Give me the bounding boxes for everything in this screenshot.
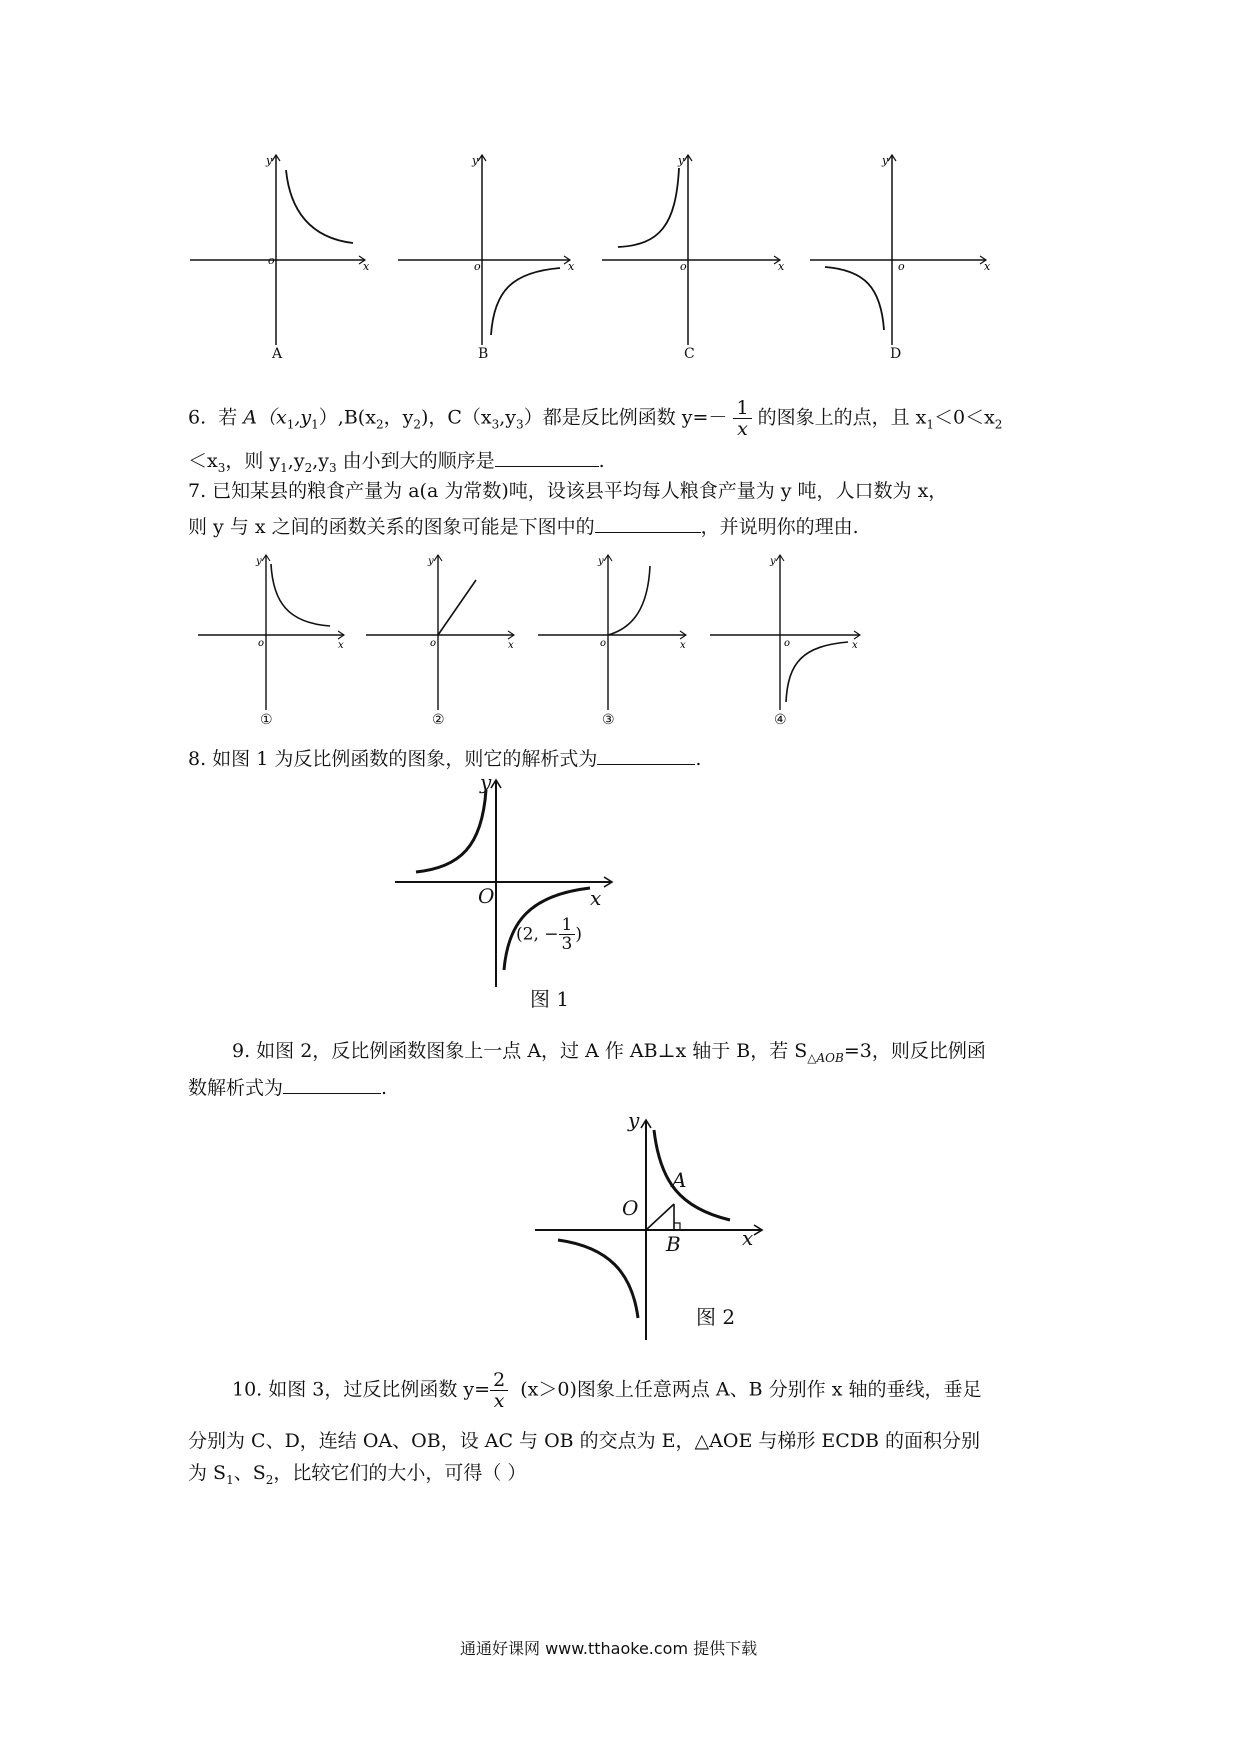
q10-line1: 10. 如图 3，过反比例函数 y= $\frac{2}{x}$ (x＞0)图象上任意两点 A、B 分别作 x 轴的垂线，垂足 bbox=[232, 1369, 982, 1412]
q7-graph-2 bbox=[366, 555, 514, 710]
q8-origin: O bbox=[478, 884, 495, 908]
q6-fraction: $\frac{1}{x}$ bbox=[733, 398, 751, 439]
svg-text:x: x bbox=[568, 260, 575, 273]
q9-axis-y: y bbox=[628, 1108, 640, 1132]
svg-text:y: y bbox=[266, 154, 273, 167]
graph-c bbox=[602, 154, 785, 345]
q6-line2: $<x_3$，则 $y_1,y_2,y_3$ 由小到大的顺序是 . bbox=[188, 450, 605, 475]
q8-axis-y: y bbox=[480, 770, 492, 794]
svg-text:x: x bbox=[984, 260, 991, 273]
graph-a-label: A bbox=[272, 346, 283, 362]
q8-text: 8. 如图 1 为反比例函数的图象，则它的解析式为 . bbox=[188, 748, 702, 770]
svg-text:y: y bbox=[428, 556, 434, 567]
svg-text:x: x bbox=[778, 260, 785, 273]
q7-graph-4 bbox=[710, 555, 860, 710]
q9-origin: O bbox=[622, 1196, 639, 1220]
graph-a bbox=[190, 154, 370, 345]
q8-figure bbox=[390, 772, 620, 992]
page-footer: 通通好课网 www.tthaoke.com 提供下载 bbox=[460, 1639, 758, 1658]
q7-label-2: ② bbox=[432, 712, 445, 728]
svg-text:o: o bbox=[258, 638, 265, 649]
q9-label-b: B bbox=[666, 1232, 681, 1256]
q9-line2: 数解析式为 . bbox=[188, 1077, 388, 1099]
graph-c-label: C bbox=[684, 346, 695, 362]
svg-text:x: x bbox=[680, 640, 686, 651]
svg-text:y: y bbox=[472, 154, 479, 167]
svg-text:o: o bbox=[680, 260, 687, 273]
svg-text:y: y bbox=[598, 556, 604, 567]
q9-answer-blank[interactable] bbox=[283, 1075, 381, 1094]
svg-text:o: o bbox=[600, 638, 607, 649]
graph-b-label: B bbox=[478, 346, 489, 362]
q8-caption: 图 1 bbox=[530, 987, 570, 1011]
svg-text:o: o bbox=[784, 638, 791, 649]
q7-graphs bbox=[188, 550, 868, 730]
svg-text:x: x bbox=[338, 640, 344, 651]
svg-text:y: y bbox=[770, 556, 776, 567]
q7-label-3: ③ bbox=[602, 712, 615, 728]
svg-text:y: y bbox=[882, 154, 889, 167]
q10-line3: 为 $S_1$、$S_2$，比较它们的大小，可得（ ） bbox=[188, 1462, 527, 1487]
svg-text:y: y bbox=[678, 154, 685, 167]
svg-text:x: x bbox=[363, 260, 370, 273]
q7-label-4: ④ bbox=[774, 712, 787, 728]
graph-d bbox=[810, 154, 991, 345]
q7-answer-blank[interactable] bbox=[595, 514, 701, 533]
q9-line1: 9. 如图 2，反比例函数图象上一点 A，过 A 作 AB⊥x 轴于 B，若 $S_{\triangle AOB}=3$，则反比例函 bbox=[232, 1040, 986, 1065]
graph-b bbox=[398, 154, 575, 345]
q7-line1: 7. 已知某县的粮食产量为 a(a 为常数)吨，设该县平均每人粮食产量为 y 吨，人口数为 x， bbox=[188, 480, 948, 502]
q9-axis-x: x bbox=[742, 1226, 754, 1250]
q7-graph-3 bbox=[538, 555, 686, 710]
svg-text:x: x bbox=[852, 640, 858, 651]
q9-label-a: A bbox=[672, 1168, 687, 1192]
svg-text:o: o bbox=[430, 638, 437, 649]
q5-graphs bbox=[180, 150, 1010, 370]
q6-answer-blank[interactable] bbox=[495, 448, 599, 467]
q10-line2: 分别为 C、D，连结 OA、OB，设 AC 与 OB 的交点为 E，△AOE 与梯形 ECDB 的面积分别 bbox=[188, 1430, 981, 1452]
q10-fraction: $\frac{2}{x}$ bbox=[490, 1370, 508, 1411]
q7-graph-1 bbox=[198, 555, 344, 710]
svg-text:o: o bbox=[474, 260, 481, 273]
svg-text:o: o bbox=[268, 254, 275, 267]
svg-text:y: y bbox=[256, 556, 262, 567]
q7-label-1: ① bbox=[260, 712, 273, 728]
q9-caption: 图 2 bbox=[696, 1305, 736, 1329]
svg-text:o: o bbox=[898, 260, 905, 273]
q7-line2: 则 y 与 x 之间的函数关系的图象可能是下图中的 ，并说明你的理由. bbox=[188, 516, 859, 538]
svg-text:x: x bbox=[508, 640, 514, 651]
graph-d-label: D bbox=[890, 346, 902, 362]
q6-line1: 6. 若 $A(x_1,y_1),B(x_2$，$y_2$)，$C(x_3,y_3)$都是反比例函数 y=－ $\frac{1}{x}$ 的图象上的点，且 $x_1<0<x_2$ bbox=[188, 397, 1003, 440]
q8-axis-x: x bbox=[590, 886, 602, 910]
q8-point-label: (2, − $\frac{1}{3}$ ) bbox=[516, 915, 582, 954]
q8-answer-blank[interactable] bbox=[597, 746, 695, 765]
